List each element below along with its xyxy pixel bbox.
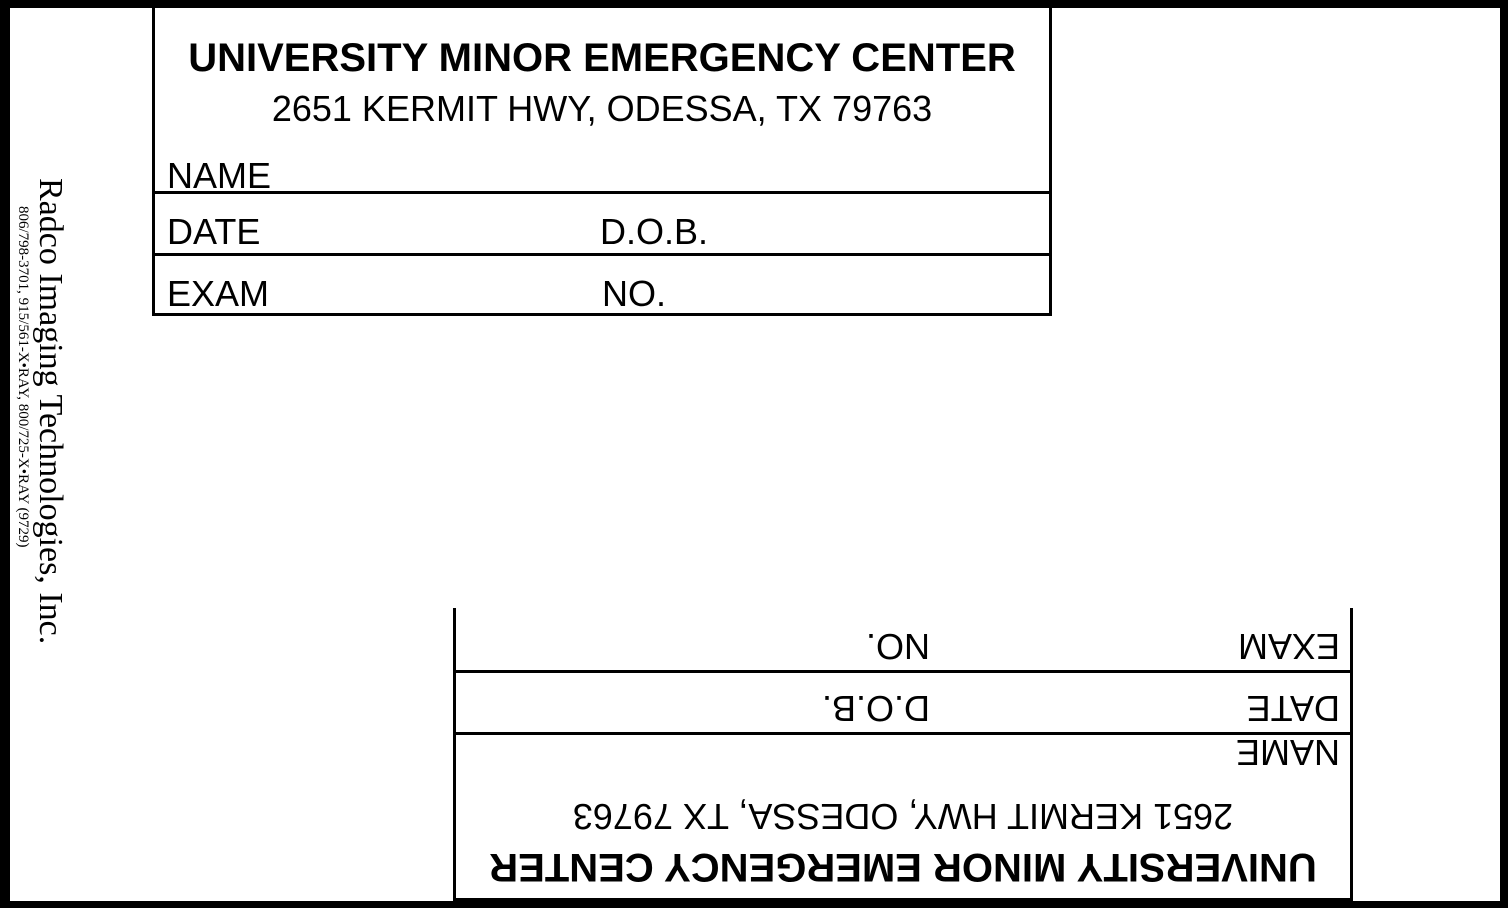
- top-date-label: DATE: [167, 211, 261, 252]
- vendor-imprint: [10, 178, 100, 758]
- top-date-row: [155, 194, 1049, 256]
- bottom-name-label: NAME: [1235, 732, 1340, 773]
- top-name-row: [155, 150, 1049, 194]
- bottom-exam-label: EXAM: [1237, 626, 1340, 667]
- top-label-title: UNIVERSITY MINOR EMERGENCY CENTER: [188, 36, 1016, 80]
- film-label-sheet: [10, 8, 1500, 901]
- top-exam-row: [155, 256, 1049, 313]
- vendor-name: Radco Imaging Technologies, Inc.: [32, 178, 69, 645]
- bottom-label-title: UNIVERSITY MINOR EMERGENCY CENTER: [489, 845, 1317, 889]
- bottom-dob-label: D.O.B.: [821, 688, 930, 729]
- top-name-label: NAME: [167, 155, 272, 196]
- bottom-no-label: NO.: [865, 626, 930, 667]
- top-no-label: NO.: [602, 273, 667, 314]
- bottom-date-row: [456, 670, 1350, 732]
- vendor-phones: 806/798-3701, 915/561-X•RAY, 800/725-X•RAY (9729): [15, 206, 31, 548]
- top-dob-label: D.O.B.: [600, 211, 709, 252]
- top-exam-label: EXAM: [167, 273, 270, 314]
- bottom-name-row: [456, 732, 1350, 776]
- bottom-date-label: DATE: [1246, 688, 1340, 729]
- bottom-exam-row: [456, 608, 1350, 670]
- bottom-label: [453, 608, 1353, 901]
- top-label: [152, 8, 1052, 316]
- top-label-address: 2651 KERMIT HWY, ODESSA, TX 79763: [271, 88, 933, 129]
- bottom-label-address: 2651 KERMIT HWY, ODESSA, TX 79763: [572, 796, 1234, 837]
